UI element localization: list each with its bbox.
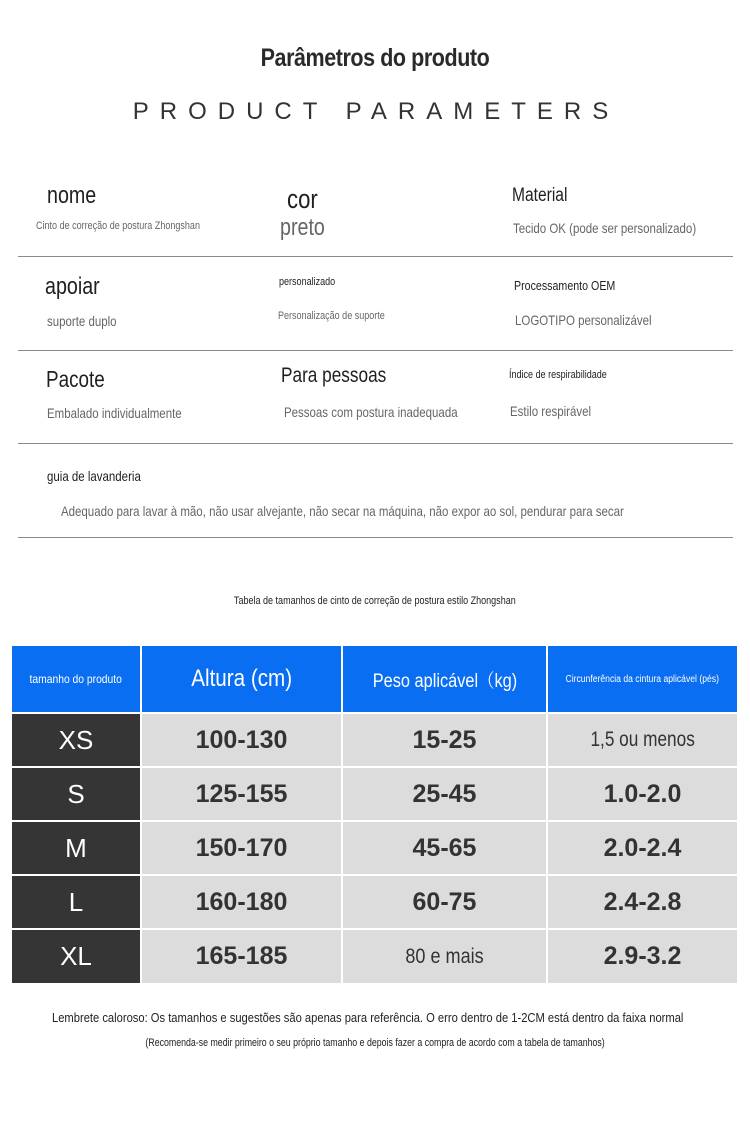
recommendation-note: (Recomenda-se medir primeiro o seu próprio tamanho e depois fazer a compra de acordo com a tabela de tamanhos) [145, 1037, 605, 1049]
size-cell: M [12, 821, 141, 875]
waist-cell: 1,5 ou menos [547, 713, 737, 767]
param-label-support: apoiar [45, 273, 100, 300]
size-chart-caption: Tabela de tamanhos de cinto de correção de postura estilo Zhongshan [234, 595, 516, 607]
waist-cell: 2.4-2.8 [547, 875, 737, 929]
size-chart-table [12, 646, 737, 983]
weight-cell: 25-45 [342, 767, 547, 821]
divider [18, 350, 733, 351]
reminder-note: Lembrete caloroso: Os tamanhos e sugestões são apenas para referência. O erro dentro de 1-2CM está dentro da faixa normal [52, 1010, 684, 1025]
size-cell: S [12, 767, 141, 821]
size-cell: XS [12, 713, 141, 767]
size-cell: L [12, 875, 141, 929]
header-waist: Circunferência da cintura aplicável (pés) [547, 646, 737, 713]
header-size: tamanho do produto [12, 646, 141, 713]
divider [18, 443, 733, 444]
param-value-washing: Adequado para lavar à mão, não usar alvejante, não secar na máquina, não expor ao sol, pendurar para secar [61, 503, 624, 519]
param-label-color: cor [287, 184, 318, 214]
param-label-people: Para pessoas [281, 364, 387, 387]
weight-cell: 15-25 [342, 713, 547, 767]
param-value-people: Pessoas com postura inadequada [284, 404, 458, 420]
waist-cell: 2.0-2.4 [547, 821, 737, 875]
height-cell: 160-180 [141, 875, 342, 929]
table-header-row [12, 646, 737, 713]
divider [18, 537, 733, 538]
divider [18, 256, 733, 257]
param-label-package: Pacote [46, 366, 105, 392]
page-subtitle: PRODUCT PARAMETERS [132, 98, 620, 125]
param-label-custom: personalizado [279, 276, 336, 288]
param-label-material: Material [512, 185, 568, 206]
table-row [12, 875, 737, 929]
param-value-color: preto [280, 214, 325, 241]
param-label-breathability: Índice de respirabilidade [509, 369, 607, 381]
table-row [12, 713, 737, 767]
weight-cell: 60-75 [342, 875, 547, 929]
height-cell: 165-185 [141, 929, 342, 983]
height-cell: 100-130 [141, 713, 342, 767]
param-value-package: Embalado individualmente [47, 405, 182, 421]
waist-cell: 2.9-3.2 [547, 929, 737, 983]
size-cell: XL [12, 929, 141, 983]
param-value-material: Tecido OK (pode ser personalizado) [513, 220, 697, 236]
param-value-oem: LOGOTIPO personalizável [515, 312, 652, 328]
weight-cell: 45-65 [342, 821, 547, 875]
table-row [12, 821, 737, 875]
header-weight: Peso aplicável（kg) [342, 646, 547, 713]
page-title: Parâmetros do produto [260, 44, 490, 72]
table-row [12, 767, 737, 821]
param-value-breathability: Estilo respirável [510, 403, 592, 419]
header-height: Altura (cm) [141, 646, 342, 713]
height-cell: 125-155 [141, 767, 342, 821]
weight-cell: 80 e mais [342, 929, 547, 983]
param-value-name: Cinto de correção de postura Zhongshan [36, 220, 200, 232]
table-row [12, 929, 737, 983]
param-value-support: suporte duplo [47, 313, 117, 329]
param-value-custom: Personalização de suporte [278, 310, 385, 322]
param-label-washing: guia de lavanderia [47, 468, 141, 484]
param-label-oem: Processamento OEM [514, 278, 616, 293]
param-label-name: nome [47, 182, 97, 209]
waist-cell: 1.0-2.0 [547, 767, 737, 821]
height-cell: 150-170 [141, 821, 342, 875]
